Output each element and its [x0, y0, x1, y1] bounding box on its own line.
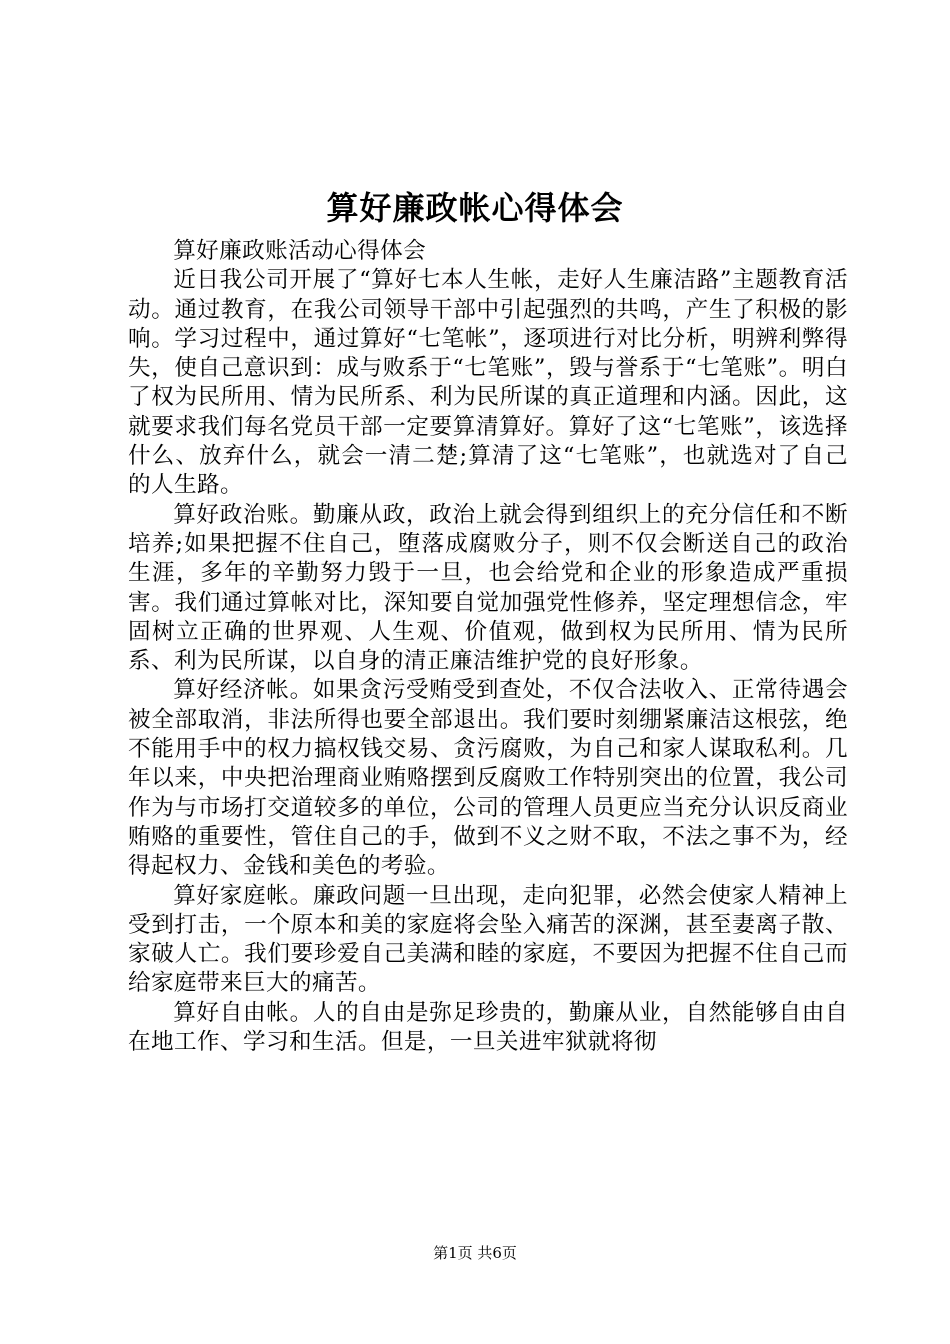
- page-footer: 第1页 共6页: [433, 1244, 517, 1262]
- paragraph-family-account: 算好家庭帐。廉政问题一旦出现，走向犯罪，必然会使家人精神上受到打击，一个原本和美的家庭将会坠入痛苦的深渊，甚至妻离子散、家破人亡。我们要珍爱自己美满和睦的家庭，不要因为把握不住自己而给家庭带来巨大的痛苦。: [128, 882, 848, 997]
- document-title: 算好廉政帐心得体会: [326, 189, 624, 227]
- paragraph-political-account: 算好政治账。勤廉从政，政治上就会得到组织上的充分信任和不断培养;如果把握不住自己，堕落成腐败分子，则不仅会断送自己的政治生涯，多年的辛勤努力毁于一旦，也会给党和企业的形象造成严重损害。我们通过算帐对比，深知要自觉加强党性修养，坚定理想信念，牢固树立正确的世界观、人生观、价值观，做到权为民所用、情为民所系、利为民所谋，以自身的清正廉洁维护党的良好形象。: [128, 501, 848, 675]
- paragraph-economic-account: 算好经济帐。如果贪污受贿受到查处，不仅合法收入、正常待遇会被全部取消，非法所得也要全部退出。我们要时刻绷紧廉洁这根弦，绝不能用手中的权力搞权钱交易、贪污腐败，为自己和家人谋取私利。几年以来，中央把治理商业贿赂摆到反腐败工作特别突出的位置，我公司作为与市场打交道较多的单位，公司的管理人员更应当充分认识反商业贿赂的重要性，管住自己的手，做到不义之财不取，不法之事不为，经得起权力、金钱和美色的考验。: [128, 677, 848, 880]
- document-body: [128, 237, 848, 1057]
- paragraph-subtitle: 算好廉政账活动心得体会: [173, 238, 427, 264]
- paragraph-intro: 近日我公司开展了“算好七本人生帐，走好人生廉洁路”主题教育活动。通过教育，在我公司领导干部中引起强烈的共鸣，产生了积极的影响。学习过程中，通过算好“七笔帐”，逐项进行对比分析，明辨利弊得失，使自己意识到：成与败系于“七笔账”，毁与誉系于“七笔账”。明白了权为民所用、情为民所系、利为民所谋的真正道理和内涵。因此，这就要求我们每名党员干部一定要算清算好。算好了这“七笔账”，该选择什么、放弃什么，就会一清二楚;算清了这“七笔账”，也就选对了自己的人生路。: [128, 267, 848, 499]
- paragraph-freedom-account: 算好自由帐。人的自由是弥足珍贵的，勤廉从业，自然能够自由自在地工作、学习和生活。但是，一旦关进牢狱就将彻: [128, 999, 848, 1056]
